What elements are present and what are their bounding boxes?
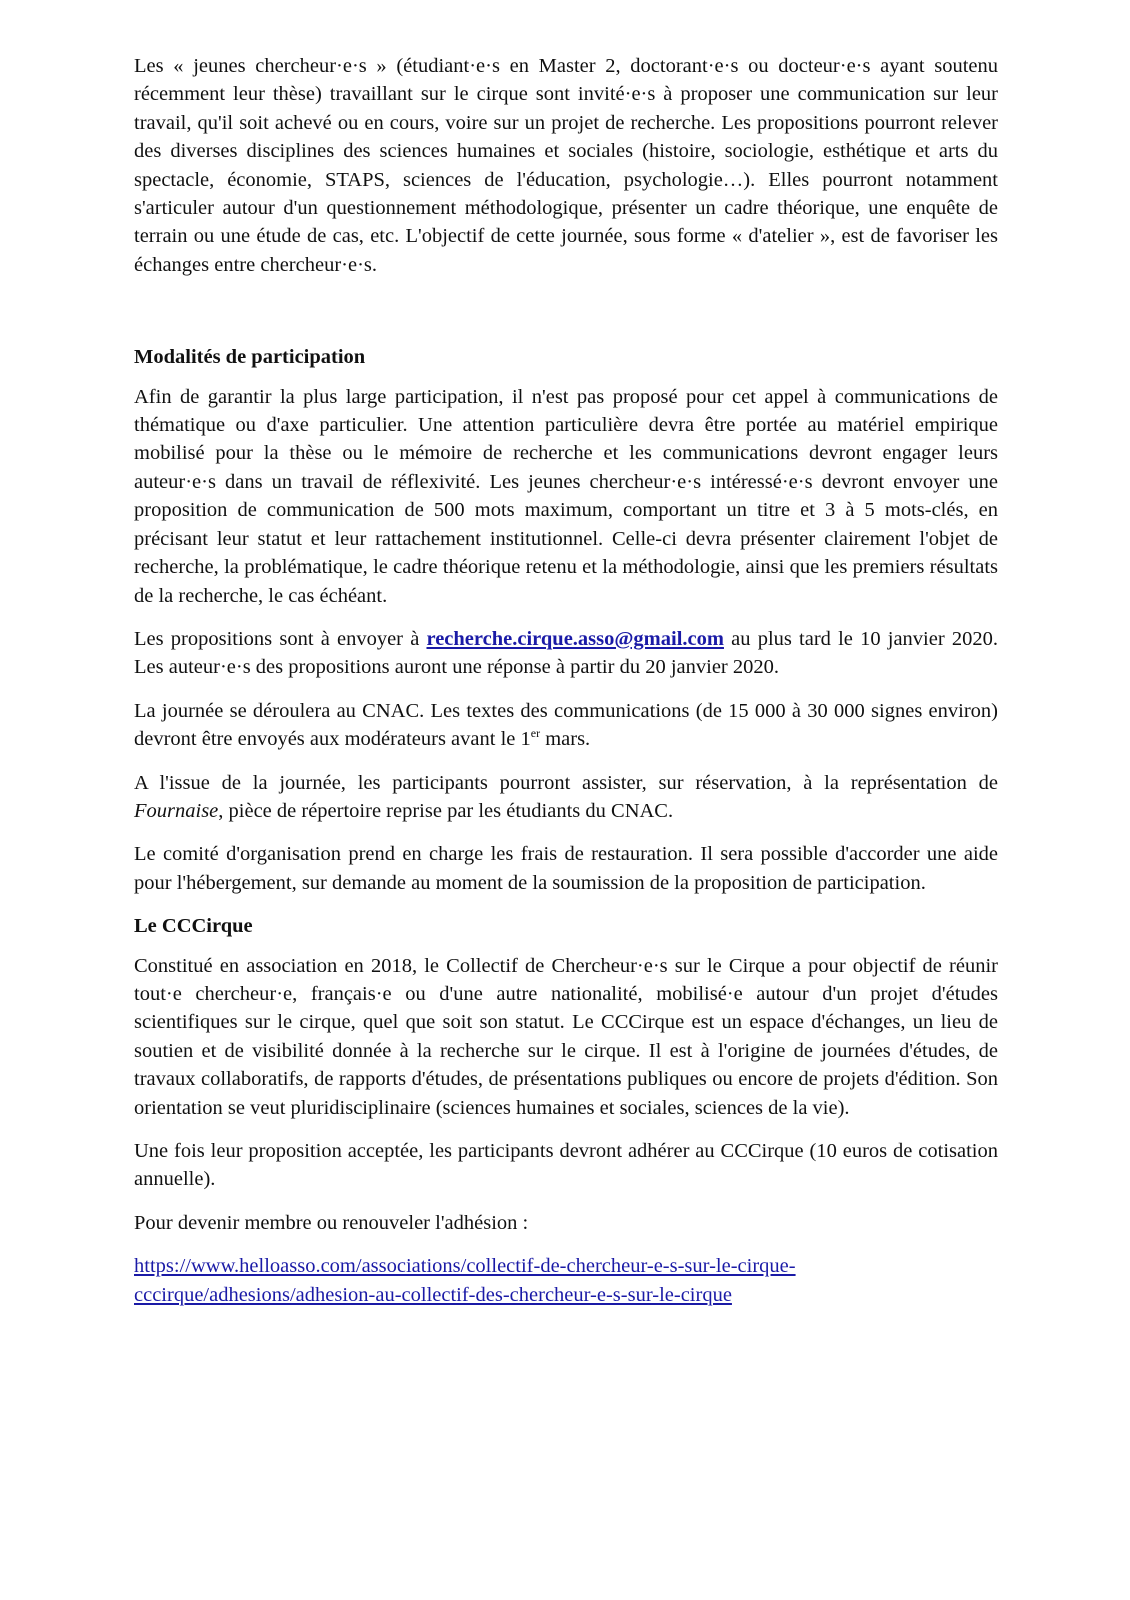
submission-text-before: Les propositions sont à envoyer à	[134, 627, 427, 650]
submission-text-after: au plus tard le 10 janvier 2020. Les auteur·e·s des propositions auront une réponse à partir du 20 janvier 2020.	[134, 627, 998, 679]
membership-link-line-2: cccirque/adhesions/adhesion-au-collectif-des-chercheur-e-s-sur-le-cirque	[134, 1283, 732, 1306]
participation-paragraph-1: Afin de garantir la plus large participation, il n'est pas proposé pour cet appel à communications de thématique ou d'axe particulier. Une attention particulière devra être portée au matériel empirique mobilisé pour la thèse ou le mémoire de recherche et les communications devront engager leurs auteur·e·s dans un travail de réflexivité. Les jeunes chercheur·e·s intéressé·e·s devront envoyer une proposition de communication de 500 mots maximum, comportant un titre et 3 à 5 mots-clés, en précisant leur statut et leur rattachement institutionnel. Celle-ci devra présenter clairement l'objet de recherche, la problématique, le cadre théorique retenu et la méthodologie, ainsi que les premiers résultats de la recherche, le cas échéant.	[134, 385, 998, 607]
venue-superscript: er	[530, 726, 541, 741]
performance-title: Fournaise	[134, 799, 219, 822]
intro-paragraph: Les « jeunes chercheur·e·s » (étudiant·e·s en Master 2, doctorant·e·s ou docteur·e·s ayant soutenu récemment leur thèse) travaillant sur le cirque sont invité·e·s à proposer une communication sur leur travail, qu'il soit achevé ou en cours, voire sur un projet de recherche. Les propositions pourront relever des diverses disciplines des sciences humaines et sociales (histoire, sociologie, esthétique et arts du spectacle, économie, STAPS, sciences de l'éducation, psychologie…). Elles pourront notamment s'articuler autour d'un questionnement méthodologique, présenter un cadre théorique, une enquête de terrain ou une étude de cas, etc. L'objectif de cette journée, sous forme « d'atelier », est de favoriser les échanges entre chercheur·e·s.	[134, 55, 998, 276]
performance-text-before: A l'issue de la journée, les participants pourront assister, sur réservation, à la représentation de	[134, 771, 998, 794]
costs-paragraph: Le comité d'organisation prend en charge les frais de restauration. Il sera possible d'accorder une aide pour l'hébergement, sur demande au moment de la soumission de la proposition de participation.	[134, 843, 998, 894]
membership-link-line-1: https://www.helloasso.com/associations/collectif-de-chercheur-e-s-sur-le-cirque-	[134, 1255, 796, 1278]
venue-text-after: mars.	[540, 728, 591, 751]
cccirque-paragraph-1: Constitué en association en 2018, le Collectif de Chercheur·e·s sur le Cirque a pour objectif de réunir tout·e chercheur·e, français·e ou d'une autre nationalité, mobilisé·e autour d'un projet d'études scientifiques sur le cirque, quel que soit son statut. Le CCCirque est un espace d'échanges, un lieu de soutien et de visibilité donnée à la recherche sur le cirque. Il est à l'origine de journées d'études, de travaux collaboratifs, de rapports d'études, de présentations publiques ou encore de projets d'édition. Son orientation se veut pluridisciplinaire (sciences humaines et sociales, sciences de la vie).	[134, 954, 998, 1119]
membership-link[interactable]	[134, 1255, 796, 1305]
membership-link-paragraph	[134, 1252, 998, 1309]
performance-text-after: , pièce de répertoire reprise par les étudiants du CNAC.	[218, 799, 674, 822]
participation-heading: Modalités de participation	[134, 346, 366, 369]
venue-paragraph	[134, 697, 998, 754]
membership-paragraph: Pour devenir membre ou renouveler l'adhésion :	[134, 1211, 529, 1234]
cccirque-paragraph-2: Une fois leur proposition acceptée, les participants devront adhérer au CCCirque (10 euros de cotisation annuelle).	[134, 1140, 998, 1191]
venue-text-before: La journée se déroulera au CNAC. Les textes des communications (de 15 000 à 30 000 signes environ) devront être envoyés aux modérateurs avant le 1	[134, 699, 998, 751]
cccirque-heading: Le CCCirque	[134, 915, 253, 938]
submission-paragraph	[134, 625, 998, 682]
document-page	[134, 52, 998, 1324]
performance-paragraph	[134, 769, 998, 826]
submission-email-link[interactable]: recherche.cirque.asso@gmail.com	[426, 627, 724, 650]
